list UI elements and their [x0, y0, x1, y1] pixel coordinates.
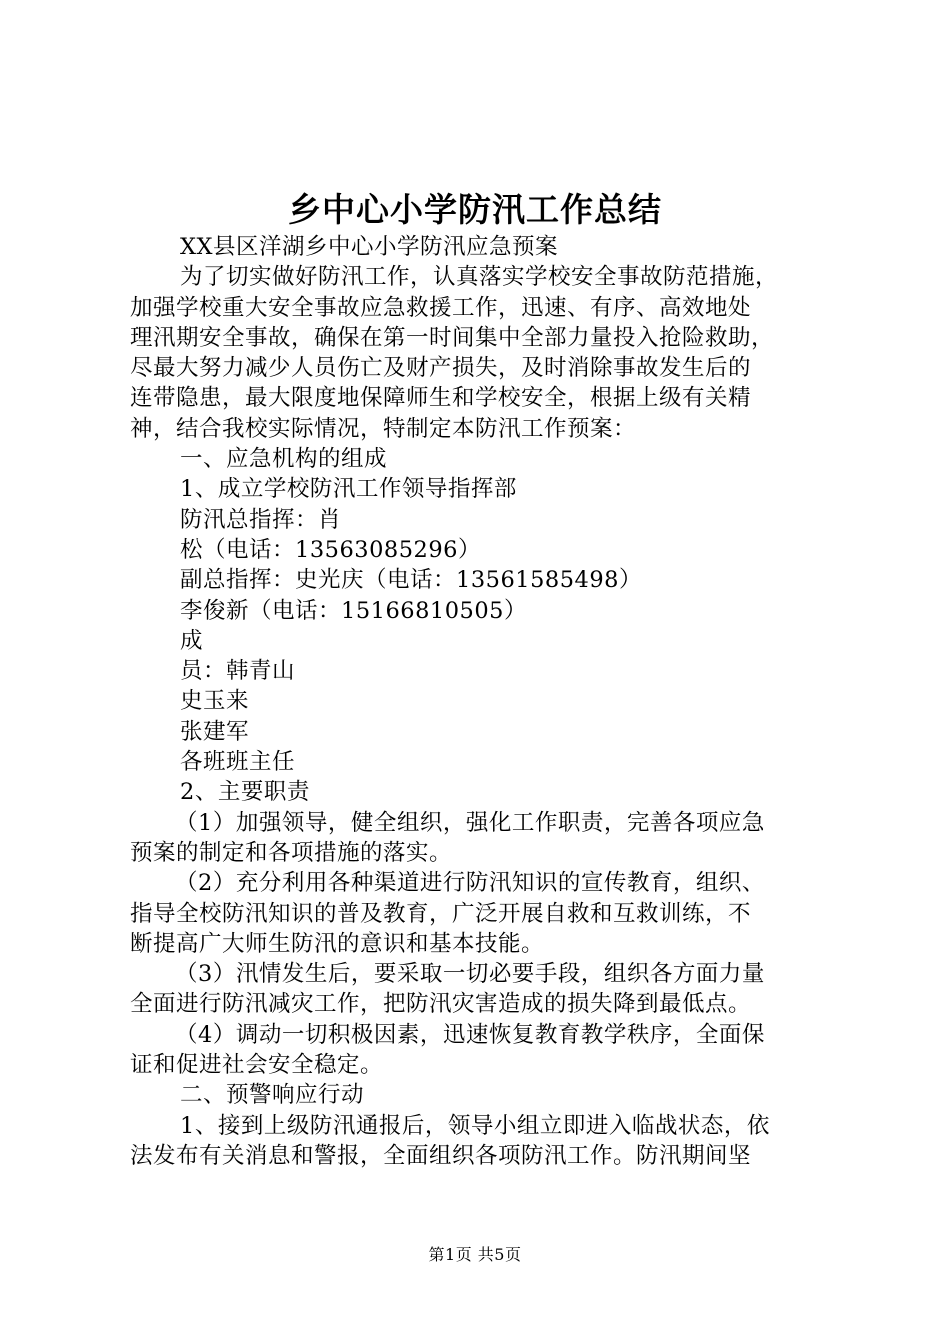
text-line: （2）充分利用各种渠道进行防汛知识的宣传教育，组织、: [175, 870, 765, 897]
text-line: 1、接到上级防汛通报后，领导小组立即进入临战状态，依: [180, 1112, 770, 1139]
text-line: 副总指挥：史光庆（电话：13561585498）: [180, 567, 642, 594]
text-line: 指导全校防汛知识的普及教育，广泛开展自救和互救训练，不: [130, 900, 752, 927]
text-line: 法发布有关消息和警报，全面组织各项防汛工作。防汛期间坚: [130, 1142, 752, 1169]
text-line: 史玉来: [180, 688, 250, 715]
text-line: 成: [180, 627, 204, 654]
text-line: 张建军: [180, 718, 250, 745]
text-line: 连带隐患，最大限度地保障师生和学校安全，根据上级有关精: [130, 385, 752, 412]
text-line: 李俊新（电话：15166810505）: [180, 597, 527, 624]
text-line: 一、应急机构的组成: [180, 446, 388, 473]
text-line: 1、成立学校防汛工作领导指挥部: [180, 476, 517, 503]
text-line: （1）加强领导，健全组织，强化工作职责，完善各项应急: [175, 809, 765, 836]
text-line: 证和促进社会安全稳定。: [130, 1052, 384, 1079]
document-body: [130, 232, 830, 1171]
text-line: 预案的制定和各项措施的落实。: [130, 839, 453, 866]
text-line: 神，结合我校实际情况，特制定本防汛工作预案：: [130, 415, 637, 442]
text-line: 2、主要职责: [180, 779, 310, 806]
text-line: 加强学校重大安全事故应急救援工作，迅速、有序、高效地处: [130, 294, 752, 321]
page-footer: 第1页 共5页: [428, 1245, 522, 1264]
text-line: 为了切实做好防汛工作，认真落实学校安全事故防范措施，: [180, 264, 779, 291]
document-title: 乡中心小学防汛工作总结: [288, 190, 662, 229]
text-line: （4）调动一切积极因素，迅速恢复教育教学秩序，全面保: [175, 1021, 765, 1048]
text-line: 二、预警响应行动: [180, 1082, 365, 1109]
text-line: 防汛总指挥：肖: [180, 506, 342, 533]
text-line: 员：韩青山: [180, 658, 296, 685]
text-line: （3）汛情发生后，要采取一切必要手段，组织各方面力量: [175, 961, 765, 988]
text-line: 理汛期安全事故，确保在第一时间集中全部力量投入抢险救助，: [130, 324, 775, 351]
text-line: 尽最大努力减少人员伤亡及财产损失，及时消除事故发生后的: [130, 355, 752, 382]
text-line: 松（电话：13563085296）: [180, 536, 481, 563]
text-line: XX县区洋湖乡中心小学防汛应急预案: [180, 234, 559, 260]
text-line: 各班班主任: [180, 749, 296, 776]
text-line: 断提高广大师生防汛的意识和基本技能。: [130, 930, 545, 957]
text-line: 全面进行防汛减灾工作，把防汛灾害造成的损失降到最低点。: [130, 991, 752, 1018]
